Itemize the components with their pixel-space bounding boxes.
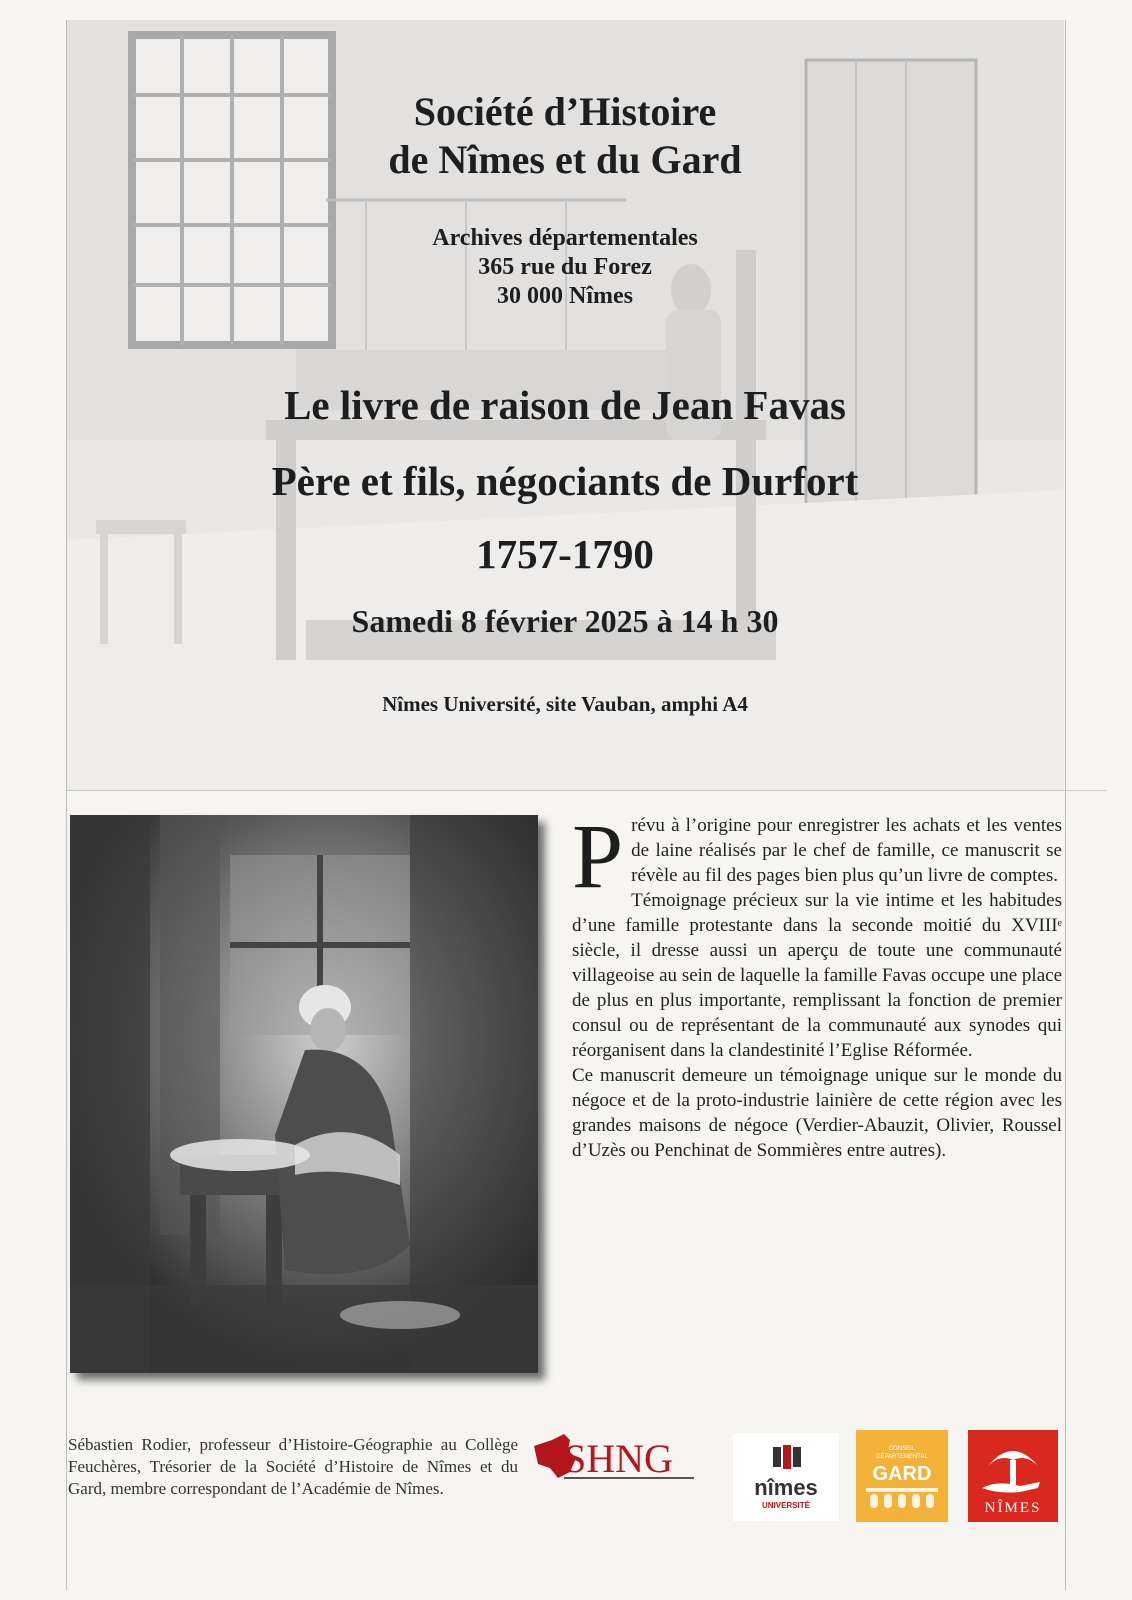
nimes-universite-logo bbox=[733, 1433, 839, 1521]
ville-de-nimes-logo bbox=[968, 1430, 1058, 1522]
shng-logo-text: SHNG bbox=[564, 1436, 673, 1481]
shng-logo bbox=[534, 1428, 700, 1490]
description-text bbox=[572, 805, 1062, 1163]
century-superscript: e bbox=[1057, 918, 1062, 929]
nimes-universite-logo-name: nîmes bbox=[754, 1475, 818, 1500]
description-p1-text: révu à l’origine pour enregistrer les achats et les ventes de laine réalisés par le chef de famille, ce manuscrit se révèle au fil des pages bien plus qu’un livre de comptes. bbox=[631, 815, 1062, 886]
event-date: Samedi 8 février 2025 à 14 h 30 bbox=[351, 603, 779, 639]
gard-logo-line1: CONSEIL bbox=[888, 1446, 916, 1452]
crocodile-palm-icon bbox=[968, 1430, 1058, 1522]
address-line1: Archives départementales bbox=[432, 225, 698, 251]
woman-carding-wool-drawing bbox=[70, 815, 538, 1373]
society-name-line1: Société d’Histoire bbox=[413, 89, 717, 134]
description-p2-text-start: Témoignage précieux sur la vie intime et les habitudes d’une famille protestante dans la seconde moitié du XVIII bbox=[572, 890, 1062, 936]
address-line3: 30 000 Nîmes bbox=[497, 283, 633, 309]
gard-logo-name: GARD bbox=[872, 1463, 932, 1485]
address-block bbox=[100, 224, 1030, 311]
description-paragraph-1 bbox=[572, 805, 1062, 907]
event-subtitle: Père et fils, négociants de Durfort bbox=[271, 458, 859, 504]
event-venue: Nîmes Université, site Vauban, amphi A4 bbox=[382, 692, 748, 716]
address-line2: 365 rue du Forez bbox=[478, 254, 652, 280]
society-name-line2: de Nîmes et du Gard bbox=[388, 137, 742, 182]
nimes-universite-logo-sub: UNIVERSITÉ bbox=[761, 1501, 811, 1510]
divider-line bbox=[66, 790, 1106, 791]
nimes-universite-emblem-icon bbox=[733, 1433, 839, 1521]
gard-logo-line2: DÉPARTEMENTAL bbox=[876, 1454, 928, 1460]
society-name bbox=[100, 88, 1030, 184]
gard-departement-logo bbox=[856, 1430, 948, 1522]
event-years: 1757-1790 bbox=[476, 531, 654, 577]
speaker-info: Sébastien Rodier, professeur d’Histoire-Géographie au Collège Feuchères, Trésorier de la Société d’Histoire de Nîmes et du Gard, membre correspondant de l’Académie de Nîmes. bbox=[68, 1435, 518, 1498]
ville-de-nimes-logo-name: NÎMES bbox=[984, 1500, 1042, 1516]
description-paragraph-2 bbox=[572, 888, 1062, 1063]
gard-aqueduct-icon bbox=[856, 1430, 948, 1522]
event-title: Le livre de raison de Jean Favas bbox=[284, 382, 846, 428]
dropcap-letter: P bbox=[572, 805, 624, 907]
description-p2-text-end: siècle, il dresse aussi un aperçu de toute une communauté villageoise au sein de laquelle la famille Favas occupe une place de plus en plus importante, remplissant la fonction de premier consul ou de représentant de la communauté aux synodes qui réorganisent dans la clandestinité l’Eglise Réformée. bbox=[572, 940, 1062, 1061]
description-paragraph-3: Ce manuscrit demeure un témoignage unique sur le monde du négoce et de la proto-industrie lainière de cette région avec les grandes maisons de négoce (Verdier-Abauzit, Olivier, Roussel d’Uzès ou Penchinat de Sommières entre autres). bbox=[572, 1065, 1062, 1161]
